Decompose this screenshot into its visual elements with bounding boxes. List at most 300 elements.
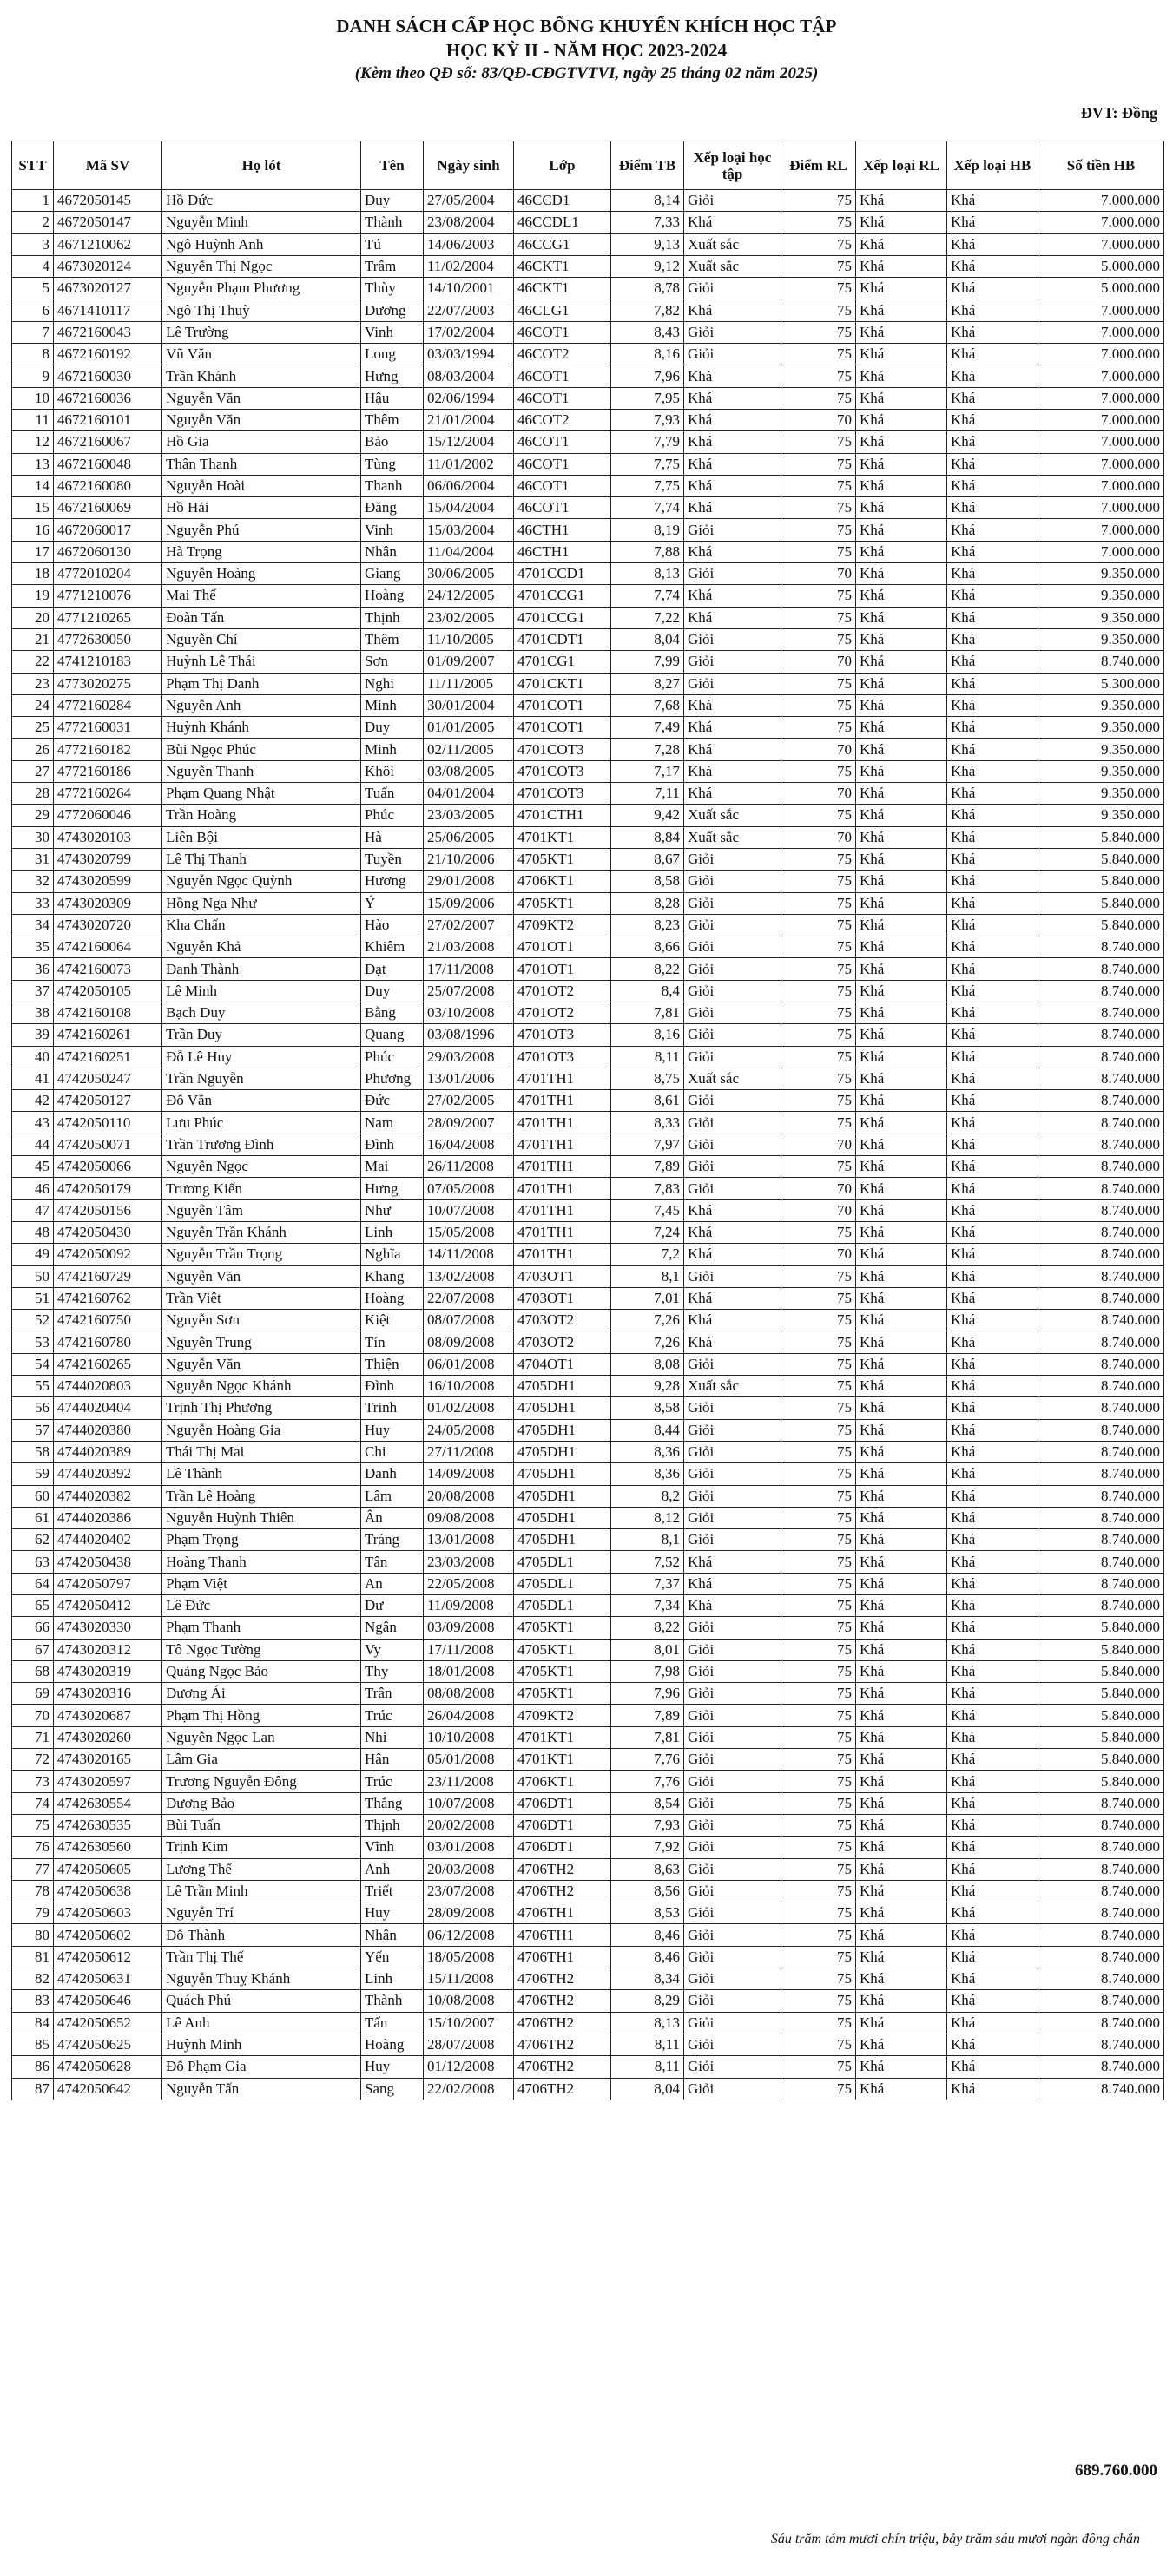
- cell-surname: Lê Thị Thanh: [162, 848, 361, 870]
- cell-conduct-rank: Khá: [856, 673, 947, 694]
- cell-scholarship-rank: Khá: [947, 1178, 1038, 1199]
- cell-given-name: Đình: [361, 1134, 424, 1155]
- cell-class: 4701OT2: [514, 1002, 611, 1023]
- cell-academic-rank: Giỏi: [684, 1353, 781, 1375]
- cell-given-name: Huy: [361, 2056, 424, 2078]
- cell-conduct-score: 75: [781, 1595, 856, 1617]
- cell-scholarship-rank: Khá: [947, 563, 1038, 585]
- cell-conduct-score: 70: [781, 826, 856, 848]
- cell-class: 4701TH1: [514, 1156, 611, 1178]
- cell-stt: 52: [12, 1310, 54, 1331]
- cell-amount: 8.740.000: [1038, 1902, 1164, 1924]
- cell-amount: 9.350.000: [1038, 585, 1164, 607]
- cell-gpa: 9,12: [611, 255, 684, 277]
- col-header-class: Lớp: [514, 141, 611, 190]
- cell-conduct-rank: Khá: [856, 541, 947, 562]
- cell-student-id: 4742050110: [54, 1112, 162, 1134]
- cell-scholarship-rank: Khá: [947, 1463, 1038, 1485]
- cell-conduct-score: 75: [781, 1902, 856, 1924]
- cell-given-name: Tùng: [361, 453, 424, 475]
- cell-surname: Trịnh Kim: [162, 1837, 361, 1858]
- cell-stt: 48: [12, 1221, 54, 1243]
- cell-class: 4709KT2: [514, 1705, 611, 1726]
- cell-surname: Huỳnh Khánh: [162, 717, 361, 739]
- cell-conduct-rank: Khá: [856, 1683, 947, 1705]
- cell-gpa: 8,13: [611, 2012, 684, 2034]
- cell-gpa: 8,12: [611, 1507, 684, 1528]
- cell-conduct-rank: Khá: [856, 1902, 947, 1924]
- cell-conduct-score: 75: [781, 2056, 856, 2078]
- cell-birthdate: 23/03/2005: [424, 805, 514, 826]
- cell-scholarship-rank: Khá: [947, 1068, 1038, 1089]
- cell-gpa: 7,92: [611, 1837, 684, 1858]
- cell-conduct-rank: Khá: [856, 1002, 947, 1023]
- cell-class: 4701TH1: [514, 1178, 611, 1199]
- cell-conduct-score: 75: [781, 1529, 856, 1551]
- cell-surname: Nguyễn Tấn: [162, 2078, 361, 2100]
- cell-stt: 53: [12, 1331, 54, 1353]
- cell-stt: 1: [12, 190, 54, 212]
- cell-scholarship-rank: Khá: [947, 475, 1038, 496]
- cell-conduct-rank: Khá: [856, 848, 947, 870]
- table-row: [12, 387, 1164, 409]
- cell-stt: 72: [12, 1749, 54, 1771]
- cell-gpa: 8,53: [611, 1902, 684, 1924]
- cell-birthdate: 16/10/2008: [424, 1376, 514, 1397]
- cell-student-id: 4742050797: [54, 1573, 162, 1594]
- cell-scholarship-rank: Khá: [947, 1529, 1038, 1551]
- cell-amount: 5.840.000: [1038, 871, 1164, 892]
- cell-conduct-rank: Khá: [856, 805, 947, 826]
- cell-scholarship-rank: Khá: [947, 497, 1038, 519]
- table-row: [12, 892, 1164, 914]
- cell-gpa: 8,54: [611, 1792, 684, 1814]
- cell-stt: 61: [12, 1507, 54, 1528]
- cell-amount: 8.740.000: [1038, 1837, 1164, 1858]
- cell-conduct-rank: Khá: [856, 1221, 947, 1243]
- cell-stt: 36: [12, 958, 54, 980]
- cell-conduct-score: 75: [781, 1090, 856, 1112]
- cell-scholarship-rank: Khá: [947, 607, 1038, 628]
- cell-student-id: 4742050642: [54, 2078, 162, 2100]
- cell-class: 4701KT1: [514, 1749, 611, 1771]
- cell-academic-rank: Khá: [684, 694, 781, 716]
- cell-stt: 50: [12, 1265, 54, 1287]
- cell-gpa: 7,82: [611, 299, 684, 321]
- cell-class: 4701TH1: [514, 1244, 611, 1265]
- table-row: [12, 783, 1164, 805]
- cell-given-name: Phương: [361, 1068, 424, 1089]
- cell-conduct-rank: Khá: [856, 1353, 947, 1375]
- cell-gpa: 8,22: [611, 958, 684, 980]
- cell-birthdate: 25/06/2005: [424, 826, 514, 848]
- cell-surname: Nguyễn Chí: [162, 628, 361, 650]
- cell-given-name: Thịnh: [361, 607, 424, 628]
- cell-academic-rank: Khá: [684, 475, 781, 496]
- cell-given-name: Trâm: [361, 255, 424, 277]
- cell-surname: Trương Nguyễn Đông: [162, 1771, 361, 1792]
- cell-conduct-rank: Khá: [856, 1507, 947, 1528]
- cell-class: 4701TH1: [514, 1068, 611, 1089]
- cell-given-name: Triết: [361, 1880, 424, 1902]
- cell-academic-rank: Giỏi: [684, 1046, 781, 1068]
- cell-class: 4706TH2: [514, 2012, 611, 2034]
- cell-birthdate: 08/08/2008: [424, 1683, 514, 1705]
- cell-scholarship-rank: Khá: [947, 1814, 1038, 1836]
- cell-surname: Lê Trường: [162, 321, 361, 343]
- cell-amount: 5.840.000: [1038, 848, 1164, 870]
- cell-stt: 40: [12, 1046, 54, 1068]
- cell-gpa: 8,44: [611, 1419, 684, 1441]
- cell-student-id: 4742160265: [54, 1353, 162, 1375]
- cell-gpa: 8,04: [611, 2078, 684, 2100]
- cell-academic-rank: Khá: [684, 541, 781, 562]
- cell-amount: 9.350.000: [1038, 760, 1164, 782]
- cell-student-id: 4671210062: [54, 233, 162, 255]
- cell-given-name: Đạt: [361, 958, 424, 980]
- table-row: [12, 344, 1164, 365]
- cell-given-name: Danh: [361, 1463, 424, 1485]
- cell-birthdate: 06/06/2004: [424, 475, 514, 496]
- cell-conduct-score: 70: [781, 783, 856, 805]
- table-row: [12, 1880, 1164, 1902]
- cell-given-name: Duy: [361, 190, 424, 212]
- cell-conduct-score: 75: [781, 1990, 856, 2012]
- cell-surname: Nguyễn Khả: [162, 936, 361, 958]
- cell-surname: Phạm Thị Hồng: [162, 1705, 361, 1726]
- cell-birthdate: 03/08/1996: [424, 1024, 514, 1046]
- cell-stt: 33: [12, 892, 54, 914]
- cell-given-name: Trân: [361, 1683, 424, 1705]
- cell-amount: 8.740.000: [1038, 1573, 1164, 1594]
- cell-amount: 8.740.000: [1038, 1134, 1164, 1155]
- cell-stt: 34: [12, 914, 54, 936]
- cell-gpa: 8,16: [611, 344, 684, 365]
- cell-conduct-rank: Khá: [856, 2012, 947, 2034]
- cell-academic-rank: Khá: [684, 1287, 781, 1309]
- cell-stt: 14: [12, 475, 54, 496]
- cell-scholarship-rank: Khá: [947, 1617, 1038, 1639]
- cell-stt: 60: [12, 1485, 54, 1507]
- cell-gpa: 7,74: [611, 585, 684, 607]
- cell-academic-rank: Giỏi: [684, 344, 781, 365]
- cell-class: 4706TH2: [514, 1858, 611, 1880]
- cell-student-id: 4772160264: [54, 783, 162, 805]
- cell-conduct-score: 75: [781, 1353, 856, 1375]
- cell-conduct-rank: Khá: [856, 453, 947, 475]
- cell-scholarship-rank: Khá: [947, 1902, 1038, 1924]
- total-in-words: Sáu trăm tám mươi chín triệu, bảy trăm sáu mươi ngàn đồng chẵn: [770, 2532, 1140, 2546]
- cell-class: 4705DH1: [514, 1529, 611, 1551]
- cell-surname: Nguyễn Phạm Phương: [162, 278, 361, 299]
- cell-student-id: 4742160108: [54, 1002, 162, 1023]
- cell-scholarship-rank: Khá: [947, 431, 1038, 453]
- cell-stt: 29: [12, 805, 54, 826]
- cell-student-id: 4742050156: [54, 1199, 162, 1221]
- cell-conduct-rank: Khá: [856, 1771, 947, 1792]
- table-row: [12, 826, 1164, 848]
- cell-given-name: Thiện: [361, 1353, 424, 1375]
- cell-given-name: Nhân: [361, 1924, 424, 1946]
- cell-surname: Trần Nguyễn: [162, 1068, 361, 1089]
- table-row: [12, 1968, 1164, 1990]
- cell-student-id: 4743020599: [54, 871, 162, 892]
- cell-conduct-score: 75: [781, 694, 856, 716]
- cell-stt: 16: [12, 519, 54, 541]
- table-row: [12, 409, 1164, 430]
- cell-class: 4709KT2: [514, 914, 611, 936]
- table-row: [12, 1244, 1164, 1265]
- cell-gpa: 8,61: [611, 1090, 684, 1112]
- cell-given-name: Sơn: [361, 651, 424, 673]
- cell-amount: 5.000.000: [1038, 255, 1164, 277]
- table-header-row: [12, 141, 1164, 190]
- table-row: [12, 212, 1164, 233]
- cell-amount: 8.740.000: [1038, 1156, 1164, 1178]
- cell-amount: 7.000.000: [1038, 321, 1164, 343]
- cell-amount: 7.000.000: [1038, 190, 1164, 212]
- cell-birthdate: 15/05/2008: [424, 1221, 514, 1243]
- cell-birthdate: 24/12/2005: [424, 585, 514, 607]
- cell-stt: 81: [12, 1946, 54, 1968]
- cell-stt: 85: [12, 2034, 54, 2055]
- cell-stt: 74: [12, 1792, 54, 1814]
- cell-student-id: 4672050145: [54, 190, 162, 212]
- cell-given-name: Tráng: [361, 1529, 424, 1551]
- cell-academic-rank: Giỏi: [684, 1265, 781, 1287]
- cell-conduct-score: 75: [781, 299, 856, 321]
- cell-conduct-rank: Khá: [856, 1837, 947, 1858]
- cell-scholarship-rank: Khá: [947, 1310, 1038, 1331]
- cell-birthdate: 03/03/1994: [424, 344, 514, 365]
- cell-student-id: 4672160030: [54, 365, 162, 387]
- cell-academic-rank: Giỏi: [684, 1749, 781, 1771]
- cell-gpa: 8,16: [611, 1024, 684, 1046]
- cell-amount: 8.740.000: [1038, 936, 1164, 958]
- cell-surname: Lê Minh: [162, 980, 361, 1002]
- cell-conduct-score: 75: [781, 892, 856, 914]
- cell-amount: 8.740.000: [1038, 1024, 1164, 1046]
- cell-birthdate: 26/04/2008: [424, 1705, 514, 1726]
- cell-gpa: 7,98: [611, 1660, 684, 1682]
- cell-conduct-rank: Khá: [856, 344, 947, 365]
- cell-academic-rank: Giỏi: [684, 2034, 781, 2055]
- cell-academic-rank: Giỏi: [684, 1529, 781, 1551]
- cell-class: 4705DH1: [514, 1441, 611, 1462]
- cell-conduct-score: 75: [781, 1749, 856, 1771]
- cell-conduct-score: 75: [781, 1573, 856, 1594]
- cell-surname: Huỳnh Minh: [162, 2034, 361, 2055]
- cell-academic-rank: Giỏi: [684, 1837, 781, 1858]
- cell-academic-rank: Giỏi: [684, 1726, 781, 1748]
- cell-student-id: 4742630554: [54, 1792, 162, 1814]
- cell-conduct-rank: Khá: [856, 475, 947, 496]
- cell-given-name: Dư: [361, 1595, 424, 1617]
- cell-class: 4706DT1: [514, 1837, 611, 1858]
- cell-academic-rank: Giỏi: [684, 1397, 781, 1419]
- cell-amount: 8.740.000: [1038, 1046, 1164, 1068]
- cell-scholarship-rank: Khá: [947, 1946, 1038, 1968]
- cell-given-name: Lâm: [361, 1485, 424, 1507]
- cell-student-id: 4744020386: [54, 1507, 162, 1528]
- cell-class: 4705DH1: [514, 1419, 611, 1441]
- cell-stt: 32: [12, 871, 54, 892]
- cell-stt: 42: [12, 1090, 54, 1112]
- cell-birthdate: 17/11/2008: [424, 1639, 514, 1660]
- cell-student-id: 4742050605: [54, 1858, 162, 1880]
- cell-gpa: 8,33: [611, 1112, 684, 1134]
- cell-class: 46CKT1: [514, 255, 611, 277]
- cell-gpa: 7,33: [611, 212, 684, 233]
- cell-amount: 8.740.000: [1038, 1463, 1164, 1485]
- cell-birthdate: 02/06/1994: [424, 387, 514, 409]
- cell-surname: Dương Bảo: [162, 1792, 361, 1814]
- cell-birthdate: 29/01/2008: [424, 871, 514, 892]
- cell-conduct-score: 75: [781, 1880, 856, 1902]
- cell-student-id: 4672160101: [54, 409, 162, 430]
- col-header-surname: Họ lót: [162, 141, 361, 190]
- cell-birthdate: 27/02/2007: [424, 914, 514, 936]
- cell-scholarship-rank: Khá: [947, 1244, 1038, 1265]
- cell-birthdate: 11/09/2008: [424, 1595, 514, 1617]
- cell-stt: 78: [12, 1880, 54, 1902]
- cell-conduct-score: 75: [781, 1617, 856, 1639]
- cell-given-name: Huy: [361, 1902, 424, 1924]
- cell-student-id: 4744020380: [54, 1419, 162, 1441]
- cell-conduct-score: 75: [781, 2034, 856, 2055]
- cell-class: 4701OT3: [514, 1046, 611, 1068]
- cell-class: 4706TH2: [514, 1968, 611, 1990]
- cell-surname: Quảng Ngọc Bảo: [162, 1660, 361, 1682]
- cell-amount: 9.350.000: [1038, 783, 1164, 805]
- cell-conduct-score: 75: [781, 1485, 856, 1507]
- cell-amount: 8.740.000: [1038, 1331, 1164, 1353]
- cell-student-id: 4672060017: [54, 519, 162, 541]
- cell-stt: 37: [12, 980, 54, 1002]
- cell-given-name: Tuyền: [361, 848, 424, 870]
- cell-scholarship-rank: Khá: [947, 826, 1038, 848]
- cell-gpa: 7,75: [611, 453, 684, 475]
- cell-conduct-score: 75: [781, 541, 856, 562]
- cell-student-id: 4772160031: [54, 717, 162, 739]
- cell-surname: Lương Thế: [162, 1858, 361, 1880]
- cell-conduct-score: 75: [781, 1331, 856, 1353]
- cell-class: 4705DH1: [514, 1376, 611, 1397]
- cell-gpa: 8,01: [611, 1639, 684, 1660]
- cell-scholarship-rank: Khá: [947, 1660, 1038, 1682]
- cell-scholarship-rank: Khá: [947, 1858, 1038, 1880]
- cell-birthdate: 03/09/2008: [424, 1617, 514, 1639]
- cell-gpa: 7,96: [611, 1683, 684, 1705]
- cell-gpa: 8,19: [611, 519, 684, 541]
- table-row: [12, 1463, 1164, 1485]
- cell-birthdate: 23/02/2005: [424, 607, 514, 628]
- table-row: [12, 1551, 1164, 1573]
- cell-surname: Nguyễn Thị Ngọc: [162, 255, 361, 277]
- table-row: [12, 1902, 1164, 1924]
- cell-conduct-score: 75: [781, 1397, 856, 1419]
- cell-academic-rank: Giỏi: [684, 1463, 781, 1485]
- cell-birthdate: 11/01/2002: [424, 453, 514, 475]
- cell-class: 4701COT1: [514, 694, 611, 716]
- cell-academic-rank: Giỏi: [684, 914, 781, 936]
- cell-academic-rank: Giỏi: [684, 958, 781, 980]
- cell-conduct-score: 75: [781, 1792, 856, 1814]
- cell-given-name: Bằng: [361, 1002, 424, 1023]
- table-row: [12, 607, 1164, 628]
- cell-surname: Nguyễn Phú: [162, 519, 361, 541]
- cell-conduct-rank: Khá: [856, 871, 947, 892]
- cell-student-id: 4743020260: [54, 1726, 162, 1748]
- cell-class: 4706DT1: [514, 1792, 611, 1814]
- cell-scholarship-rank: Khá: [947, 1024, 1038, 1046]
- cell-academic-rank: Giỏi: [684, 892, 781, 914]
- cell-academic-rank: Khá: [684, 1573, 781, 1594]
- cell-academic-rank: Giỏi: [684, 1112, 781, 1134]
- cell-conduct-rank: Khá: [856, 1244, 947, 1265]
- currency-unit: ĐVT: Đồng: [1080, 104, 1157, 122]
- cell-given-name: Thêm: [361, 409, 424, 430]
- cell-gpa: 7,76: [611, 1749, 684, 1771]
- cell-gpa: 7,11: [611, 783, 684, 805]
- cell-scholarship-rank: Khá: [947, 365, 1038, 387]
- cell-given-name: Minh: [361, 694, 424, 716]
- cell-academic-rank: Khá: [684, 1244, 781, 1265]
- cell-student-id: 4672160080: [54, 475, 162, 496]
- cell-given-name: Vy: [361, 1639, 424, 1660]
- cell-conduct-score: 75: [781, 475, 856, 496]
- table-row: [12, 914, 1164, 936]
- cell-given-name: Khang: [361, 1265, 424, 1287]
- cell-stt: 12: [12, 431, 54, 453]
- cell-class: 4705KT1: [514, 1639, 611, 1660]
- cell-scholarship-rank: Khá: [947, 1134, 1038, 1155]
- cell-birthdate: 24/05/2008: [424, 1419, 514, 1441]
- cell-conduct-score: 75: [781, 1858, 856, 1880]
- table-row: [12, 1858, 1164, 1880]
- cell-gpa: 7,17: [611, 760, 684, 782]
- cell-conduct-score: 70: [781, 1178, 856, 1199]
- cell-stt: 4: [12, 255, 54, 277]
- cell-gpa: 8,1: [611, 1265, 684, 1287]
- cell-conduct-score: 75: [781, 431, 856, 453]
- cell-amount: 7.000.000: [1038, 431, 1164, 453]
- cell-conduct-rank: Khá: [856, 1112, 947, 1134]
- cell-amount: 8.740.000: [1038, 1529, 1164, 1551]
- table-row: [12, 1660, 1164, 1682]
- cell-gpa: 8,08: [611, 1353, 684, 1375]
- cell-birthdate: 27/02/2005: [424, 1090, 514, 1112]
- cell-academic-rank: Khá: [684, 739, 781, 760]
- cell-given-name: Vinh: [361, 321, 424, 343]
- cell-birthdate: 15/10/2007: [424, 2012, 514, 2034]
- cell-gpa: 7,79: [611, 431, 684, 453]
- table-row: [12, 497, 1164, 519]
- cell-birthdate: 22/07/2003: [424, 299, 514, 321]
- cell-gpa: 7,88: [611, 541, 684, 562]
- cell-scholarship-rank: Khá: [947, 299, 1038, 321]
- cell-given-name: Thịnh: [361, 1814, 424, 1836]
- table-row: [12, 958, 1164, 980]
- cell-conduct-score: 75: [781, 497, 856, 519]
- cell-class: 4701TH1: [514, 1221, 611, 1243]
- cell-academic-rank: Khá: [684, 387, 781, 409]
- cell-birthdate: 17/11/2008: [424, 958, 514, 980]
- table-body: [12, 190, 1164, 2100]
- table-row: [12, 1024, 1164, 1046]
- cell-scholarship-rank: Khá: [947, 1046, 1038, 1068]
- cell-student-id: 4742050628: [54, 2056, 162, 2078]
